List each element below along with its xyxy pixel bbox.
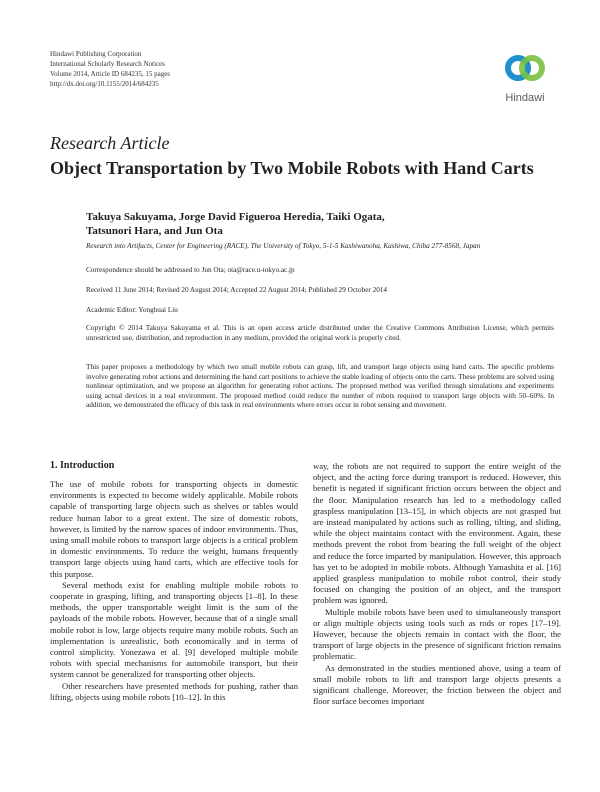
header-line-publisher: Hindawi Publishing Corporation [50, 50, 142, 58]
authors-line-2: Tatsunori Hara, and Jun Ota [86, 225, 223, 237]
copyright-notice: Copyright © 2014 Takuya Sakuyama et al. This is an open access article distributed under the Creative Commons Attribution License, which permits unrestricted use, distribution, and reproduction in any medium, provided the original work is properly cited. [86, 323, 554, 342]
intro-paragraph-5: Multiple mobile robots have been used to simultaneously transport or align multiple objects using tools such as rods or ropes [17–19]. However, because the objects remain in contact with the floor, the transport of large objects in the presence of significant friction remains problematic. [313, 606, 561, 662]
header-line-doi[interactable]: http://dx.doi.org/10.1155/2014/684235 [50, 80, 159, 88]
header-line-volume: Volume 2014, Article ID 684235, 15 pages [50, 70, 171, 78]
intro-paragraph-3: Other researchers have presented methods for pushing, rather than lifting, objects using mobile robots [10–12]. In this [50, 680, 298, 702]
intro-paragraph-1: The use of mobile robots for transporting objects in domestic environments is expected to become widely applicable. Mobile robots capable of transporting large objects such as shelves or tables would reduce human labor to a great extent. The size of domestic robots, however, is limited by the narrow spaces of indoor environments. Thus, using small mobile robots to transport large objects is a critical problem in domestic environments. To reduce the weight, humans frequently transport large objects using hand carts, which are effective tools for this purpose. [50, 479, 298, 579]
hindawi-logo-text: Hindawi [505, 92, 545, 104]
right-column [313, 461, 561, 707]
authors-line-1: Takuya Sakuyama, Jorge David Figueroa Heredia, Taiki Ogata, [86, 211, 385, 223]
intro-paragraph-6: As demonstrated in the studies mentioned above, using a team of small mobile robots to lift and transport large objects presents a significant challenge. Moreover, the friction between the object and floor surface becomes important [313, 662, 561, 707]
intro-paragraph-4: way, the robots are not required to support the entire weight of the object, and the acting force during transport is reduced. However, this benefit is negated if significant friction occurs between the object and the floor. Manipulation research has led to a methodology called graspless manipulation [13–15], in which objects are not grasped but are instead manipulated by actions such as rolling, tilting, and sliding, while the object maintains contact with the environment. Again, these methods prevent the robot from bearing the full weight of the object and reduce the force imparted by manipulation. However, this approach has yet to be adopted in mobile robots. Although Yamashita et al. [16] applied graspless manipulation to mobile robot control, their study focused on changing the position of an object, and the transport problem was ignored. [313, 461, 561, 606]
affiliation: Research into Artifacts, Center for Engineering (RACE), The University of Tokyo, 5-1-5 Kashiwanoha, Kashiwa, Chiba 277-8568, Japan [86, 242, 481, 250]
abstract: This paper proposes a methodology by which two small mobile robots can grasp, lift, and transport large objects using hand carts. The specific problems involve generating robot actions and determining the hand cart positions to achieve the stable loading of objects onto the carts. These problems are solved using nonlinear optimization, and we propose an algorithm for generating robot actions. The proposed method was verified through simulations and experiments using actual devices in a real environment. The proposed method could reduce the number of robots required to transport large objects with 50–60%. In addition, we demonstrated the efficacy of this task in real environments where errors occur in robot sensing and movement. [86, 362, 554, 410]
header-line-journal: International Scholarly Research Notices [50, 60, 165, 68]
left-column [50, 479, 298, 703]
journal-header [50, 49, 170, 89]
correspondence: Correspondence should be addressed to Jun Ota; ota@race.u-tokyo.ac.jp [86, 266, 295, 274]
received-dates: Received 11 June 2014; Revised 20 August 2014; Accepted 22 August 2014; Published 29 October 2014 [86, 286, 387, 294]
article-type: Research Article [50, 133, 170, 153]
section-heading: 1. Introduction [50, 460, 115, 471]
academic-editor: Academic Editor: Yonghuai Liu [86, 306, 178, 314]
article-title: Object Transportation by Two Mobile Robots with Hand Carts [50, 158, 534, 178]
author-list [86, 210, 546, 238]
intro-paragraph-2: Several methods exist for enabling multiple mobile robots to cooperate in grasping, lifting, and transporting objects [1–8]. In these methods, the upper transportable weight limit is the sum of the payloads of the mobile robots. However, because that of a single small mobile robot is low, large objects require many mobile robots. Such an implementation is unrealistic, both economically and in terms of control simplicity. Yonezawa et al. [9] developed multiple mobile robots with special mechanisms for automobile transport, but their system cannot be generalized for transporting other objects. [50, 579, 298, 680]
